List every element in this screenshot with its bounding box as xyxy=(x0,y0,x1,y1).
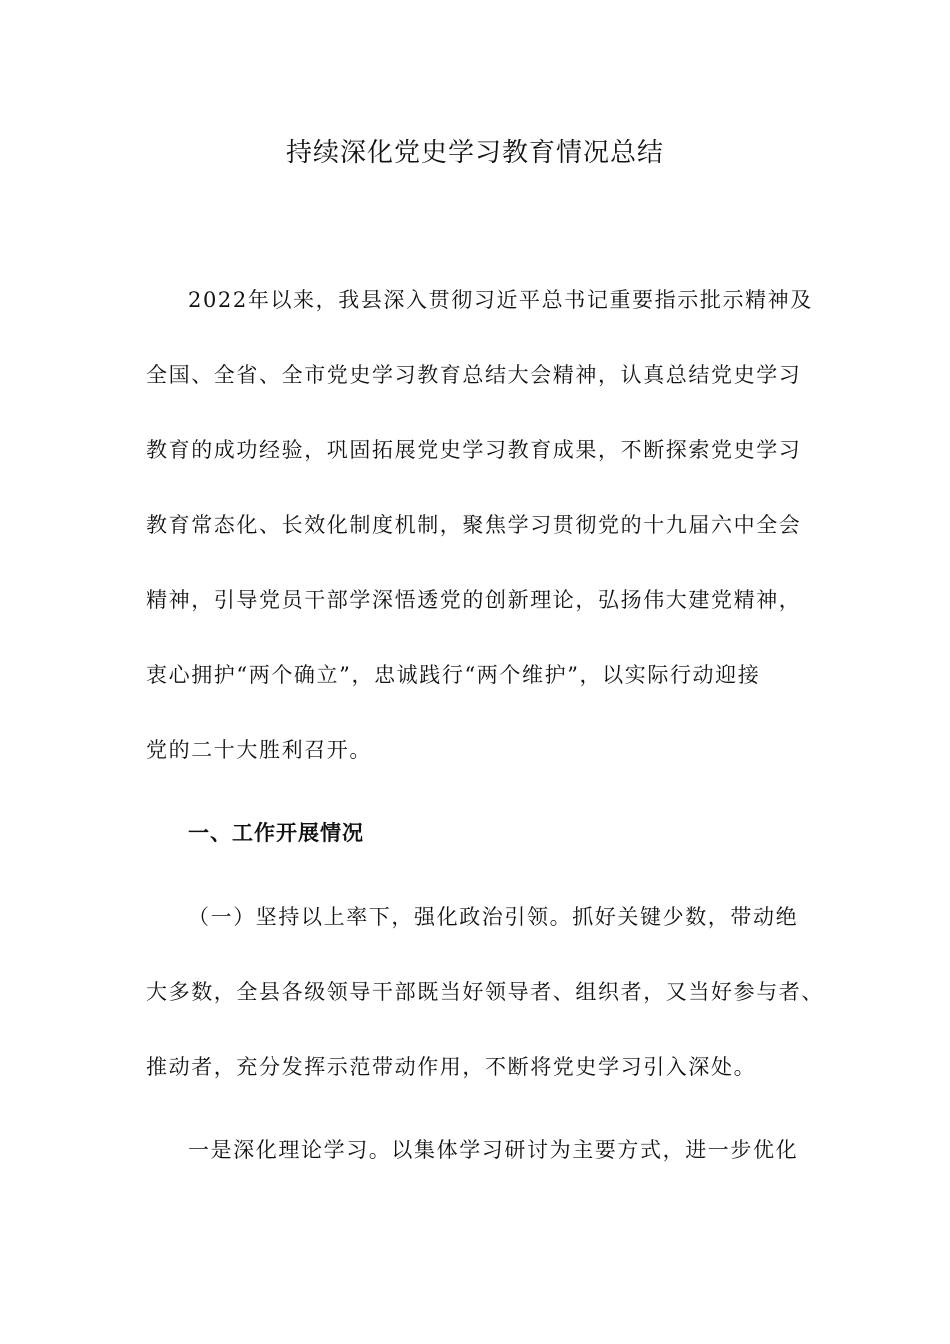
paragraph-line: 大多数，全县各级领导干部既当好领导者、组织者，又当好参与者、 xyxy=(146,980,824,1004)
paragraph-line: 推动者，充分发挥示范带动作用，不断将党史学习引入深处。 xyxy=(146,1055,757,1079)
paragraph-line: 教育常态化、长效化制度机制，聚焦学习贯彻党的十九届六中全会 xyxy=(146,513,802,537)
paragraph-section1 xyxy=(146,897,824,1087)
document-title: 持续深化党史学习教育情况总结 xyxy=(285,138,664,168)
paragraph-theory-study xyxy=(146,1130,806,1170)
paragraph-line: 全国、全省、全市党史学习教育总结大会精神，认真总结党史学习 xyxy=(146,363,802,387)
paragraph-line: 精神，引导党员干部学深悟透党的创新理论，弘扬伟大建党精神， xyxy=(146,588,802,612)
paragraph-line: 一是深化理论学习。以集体学习研讨为主要方式，进一步优化 xyxy=(188,1138,799,1162)
paragraph-line: 教育的成功经验，巩固拓展党史学习教育成果，不断探索党史学习 xyxy=(146,438,802,462)
section-heading: 一、工作开展情况 xyxy=(188,821,364,845)
paragraph-line: 党的二十大胜利召开。 xyxy=(146,738,372,762)
paragraph-intro xyxy=(146,280,813,770)
paragraph-line: （一）坚持以上率下，强化政治引领。抓好关键少数，带动绝 xyxy=(188,905,799,929)
paragraph-line: 2022年以来，我县深入贯彻习近平总书记重要指示批示精神及 xyxy=(188,288,813,312)
paragraph-line: 衷心拥护“两个确立”，忠诚践行“两个维护”，以实际行动迎接 xyxy=(146,663,761,687)
